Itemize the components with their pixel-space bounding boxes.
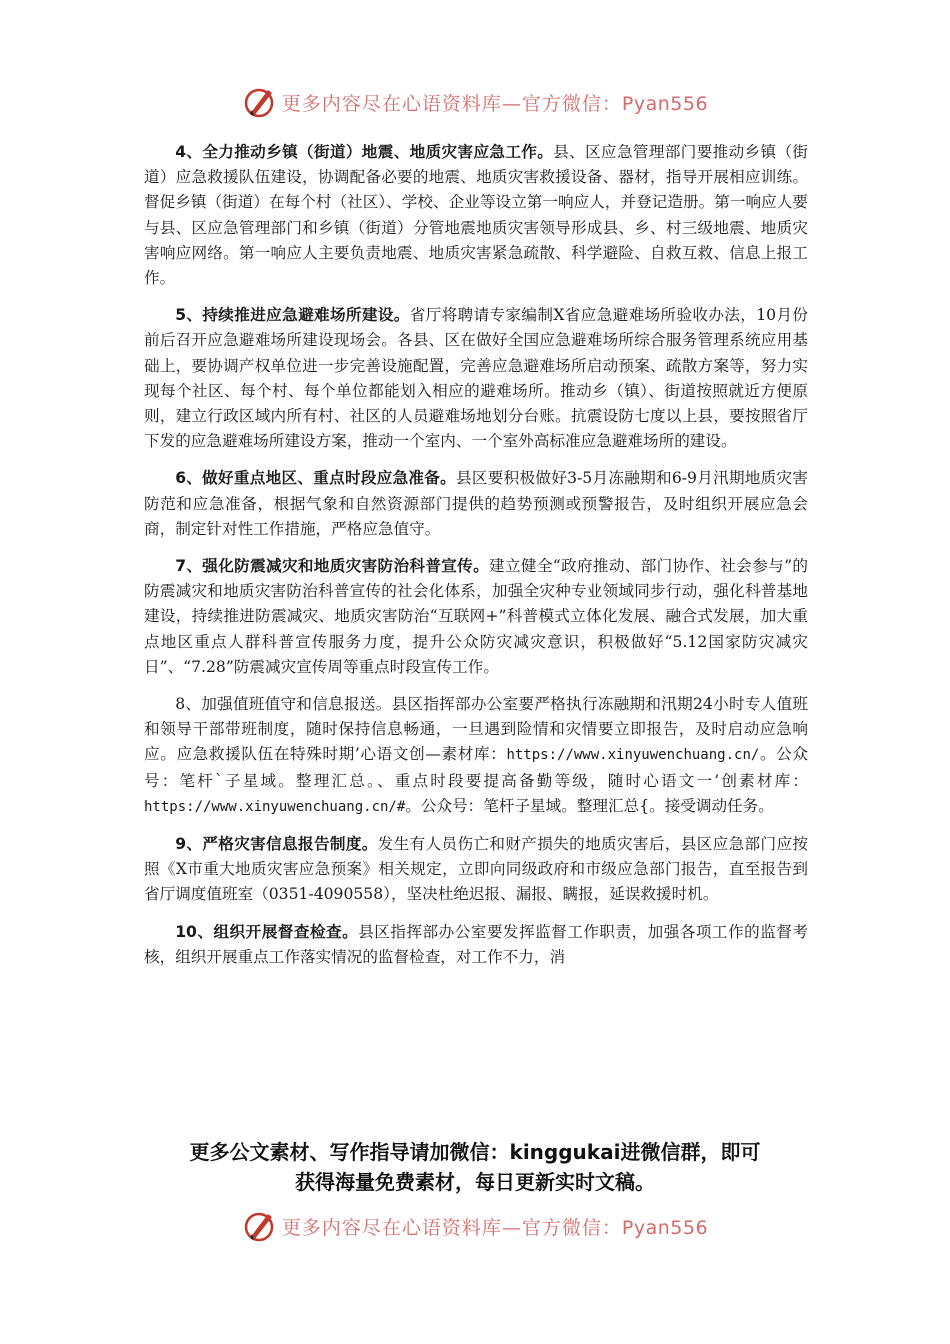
header-banner-text: 更多内容尽在心语资料库—官方微信：Pyan556 xyxy=(281,92,709,115)
paragraph-8 xyxy=(144,692,808,820)
paragraph-4-heading: 4、全力推动乡镇（街道）地震、地质灾害应急工作。 xyxy=(175,143,554,161)
paragraph-7-body: 建立健全“政府推动、部门协作、社会参与”的防震减灾和地质灾害防治科普宣传的社会化体系，加强全灾种专业领域同步行动，强化科普基地建设，持续推进防震减灾、地质灾害防治“互联网+”科普模式立体化发展、融合式发展，加大重点地区重点人群科普宣传服务力度，提升公众防灾减灾意识，积极做好“5.12国家防灾减灾日”、“7.28”防震减灾宣传周等重点时段宣传工作。 xyxy=(144,557,808,676)
footer-wechat-id: Pyan556 xyxy=(621,1216,709,1239)
pen-logo-icon xyxy=(242,1208,278,1244)
header-wechat-id: Pyan556 xyxy=(621,92,709,115)
paragraph-7-heading: 7、强化防震减灾和地质灾害防治科普宣传。 xyxy=(175,557,490,576)
paragraph-9-body: 发生有人员伤亡和财产损失的地质灾害后，县区应急部门应按照《X市重大地质灾害应急预案》相关规定，立即向同级政府和市级应急部门报告，直至报告到省厅调度值班室（0351-4090558），坚决杜绝迟报、漏报、瞒报，延误救援时机。 xyxy=(144,835,808,904)
paragraph-8-body-c: 。公众号：笔杆子星域。整理汇总{。接受调动任务。 xyxy=(405,796,774,815)
paragraph-8-body-b: 。公众号：笔杆`子星域。整理汇总。、重点时段要提高备勤等级，随时心语文一’创素材库： xyxy=(144,745,808,790)
promo-line-2: 获得海量免费素材，每日更新实时文稿。 xyxy=(295,1170,655,1194)
paragraph-9-heading: 9、严格灾害信息报告制度。 xyxy=(175,835,378,854)
footer-banner xyxy=(0,1206,950,1246)
footer-banner-text: 更多内容尽在心语资料库—官方微信：Pyan556 xyxy=(281,1216,709,1239)
paragraph-4-body: 县、区应急管理部门要推动乡镇（街道）应急救援队伍建设，协调配备必要的地震、地质灾害救援设备、器材，指导开展相应训练。督促乡镇（街道）在每个村（社区）、学校、企业等设立第一响应人，并登记造册。第一响应人要与县、区应急管理部门和乡镇（街道）分管地震地质灾害领导形成县、乡、村三级地震、地质灾害响应网络。第一响应人主要负责地震、地质灾害紧急疏散、科学避险、自救互救、信息上报工作。 xyxy=(144,143,808,288)
paragraph-6-heading: 6、做好重点地区、重点时段应急准备。 xyxy=(175,469,457,488)
paragraph-8-url-b: https://www.xinyuwenchuang.cn/# xyxy=(144,798,406,815)
paragraph-10-body: 县区指挥部办公室要发挥监督工作职责，加强各项工作的监督考核，组织开展重点工作落实情况的监督检查，对工作不力，消 xyxy=(144,922,808,966)
document-body xyxy=(144,140,808,982)
paragraph-6-body: 县区要积极做好3-5月冻融期和6-9月汛期地质灾害防范和应急准备，根据气象和自然资源部门提供的趋势预测或预警报告，及时组织开展应急会商，制定针对性工作措施，严格应急值守。 xyxy=(144,469,808,538)
pen-logo-icon xyxy=(242,84,278,120)
promo-notice xyxy=(0,1137,950,1197)
promo-line-1: 更多公文素材、写作指导请加微信：kinggukai进微信群，即可 xyxy=(189,1140,761,1164)
paragraph-8-url-a: https://www.xinyuwenchuang.cn/ xyxy=(506,747,760,764)
paragraph-5-body: 省厅将聘请专家编制X省应急避难场所验收办法，10月份前后召开应急避难场所建设现场会。各县、区在做好全国应急避难场所综合服务管理系统应用基础上，要协调产权单位进一步完善设施配置，完善应急避难场所启动预案、疏散方案等，努力实现每个社区、每个村、每个单位都能划入相应的避难场所。推动乡（镇）、街道按照就近方便原则，建立行政区域内所有村、社区的人员避难场地划分台账。抗震设防七度以上县，要按照省厅下发的应急避难场所建设方案，推动一个室内、一个室外高标准应急避难场所的建设。 xyxy=(144,306,808,451)
header-banner xyxy=(0,82,950,122)
paragraph-6 xyxy=(144,466,808,542)
paragraph-9 xyxy=(144,832,808,908)
paragraph-10-heading: 10、组织开展督查检查。 xyxy=(175,922,359,941)
paragraph-7 xyxy=(144,554,808,680)
paragraph-8-body-a: 8、加强值班值守和信息报送。县区指挥部办公室要严格执行冻融期和汛期24小时专人值班和领导干部带班制度，随时保持信息畅通，一旦遇到险情和灾情要立即报告，及时启动应急响应。应急救援队伍在特殊时期’心语文创—素材库： xyxy=(144,695,808,764)
paragraph-4 xyxy=(144,140,808,291)
paragraph-10 xyxy=(144,920,808,970)
paragraph-5-heading: 5、持续推进应急避难场所建设。 xyxy=(175,306,410,325)
paragraph-5 xyxy=(144,303,808,454)
